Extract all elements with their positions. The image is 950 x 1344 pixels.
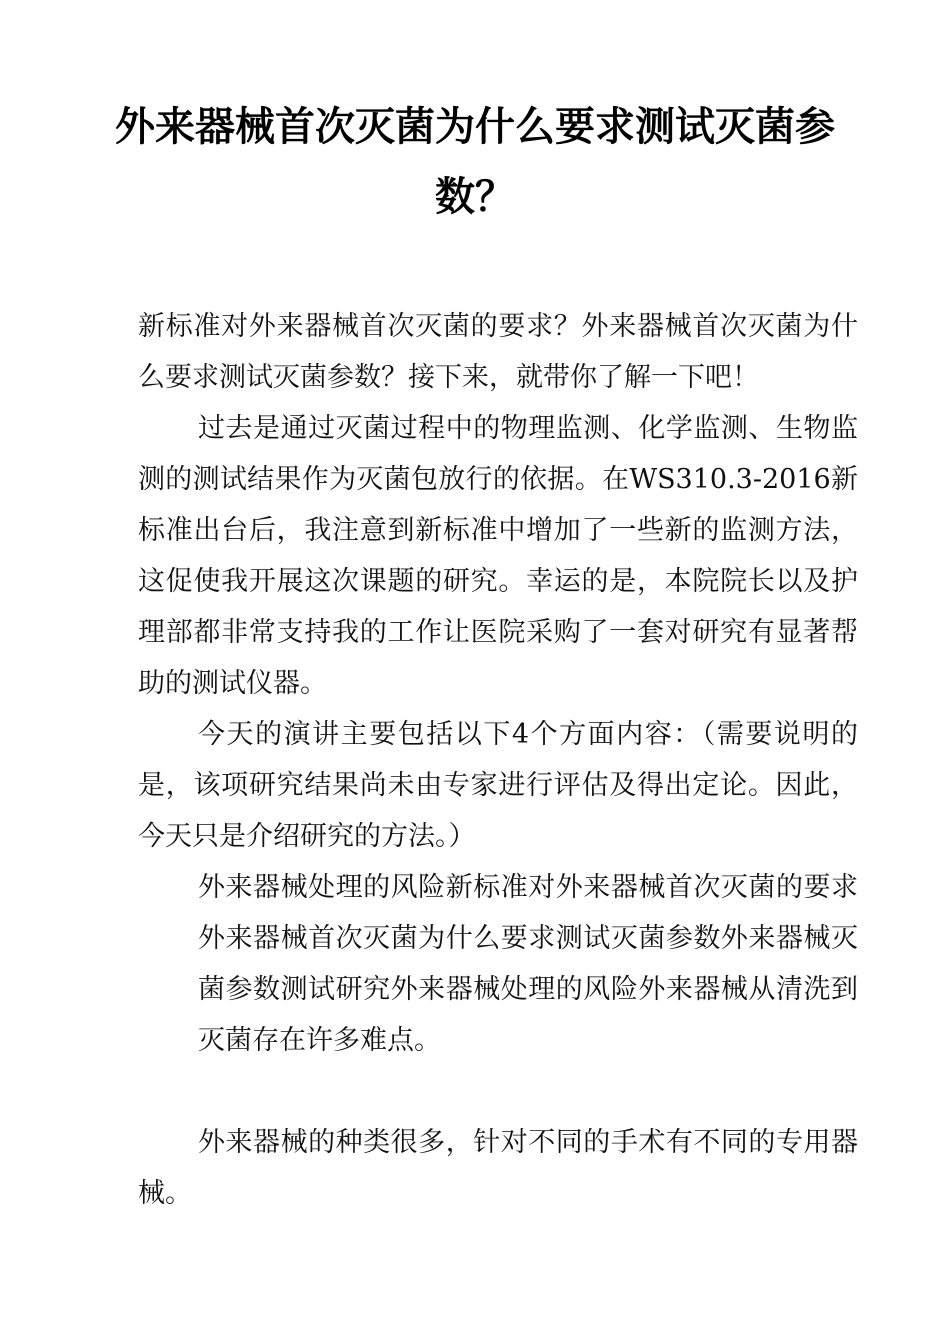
paragraph-spacer <box>138 1066 858 1117</box>
document-title: 外来器械首次灭菌为什么要求测试灭菌参数？ <box>115 104 835 220</box>
document-body <box>138 301 858 1219</box>
paragraph-topics: 外来器械处理的风险新标准对外来器械首次灭菌的要求外来器械首次灭菌为什么要求测试灭菌参数外来器械灭菌参数测试研究外来器械处理的风险外来器械从清洗到灭菌存在许多难点。 <box>198 872 858 1056</box>
paragraph-intro: 新标准对外来器械首次灭菌的要求？外来器械首次灭菌为什么要求测试灭菌参数？接下来，就带你了解一下吧！ <box>138 311 858 393</box>
paragraph-outline: 今天的演讲主要包括以下4个方面内容：（需要说明的是，该项研究结果尚未由专家进行评估及得出定论。因此，今天只是介绍研究的方法。） <box>138 719 858 852</box>
paragraph-background: 过去是通过灭菌过程中的物理监测、化学监测、生物监测的测试结果作为灭菌包放行的依据。在WS310.3-2016新标准出台后，我注意到新标准中增加了一些新的监测方法，这促使我开展这次课题的研究。幸运的是，本院院长以及护理部都非常支持我的工作让医院采购了一套对研究有显著帮助的测试仪器。 <box>138 413 858 699</box>
paragraph-instrument-types: 外来器械的种类很多，针对不同的手术有不同的专用器械。 <box>138 1127 858 1209</box>
